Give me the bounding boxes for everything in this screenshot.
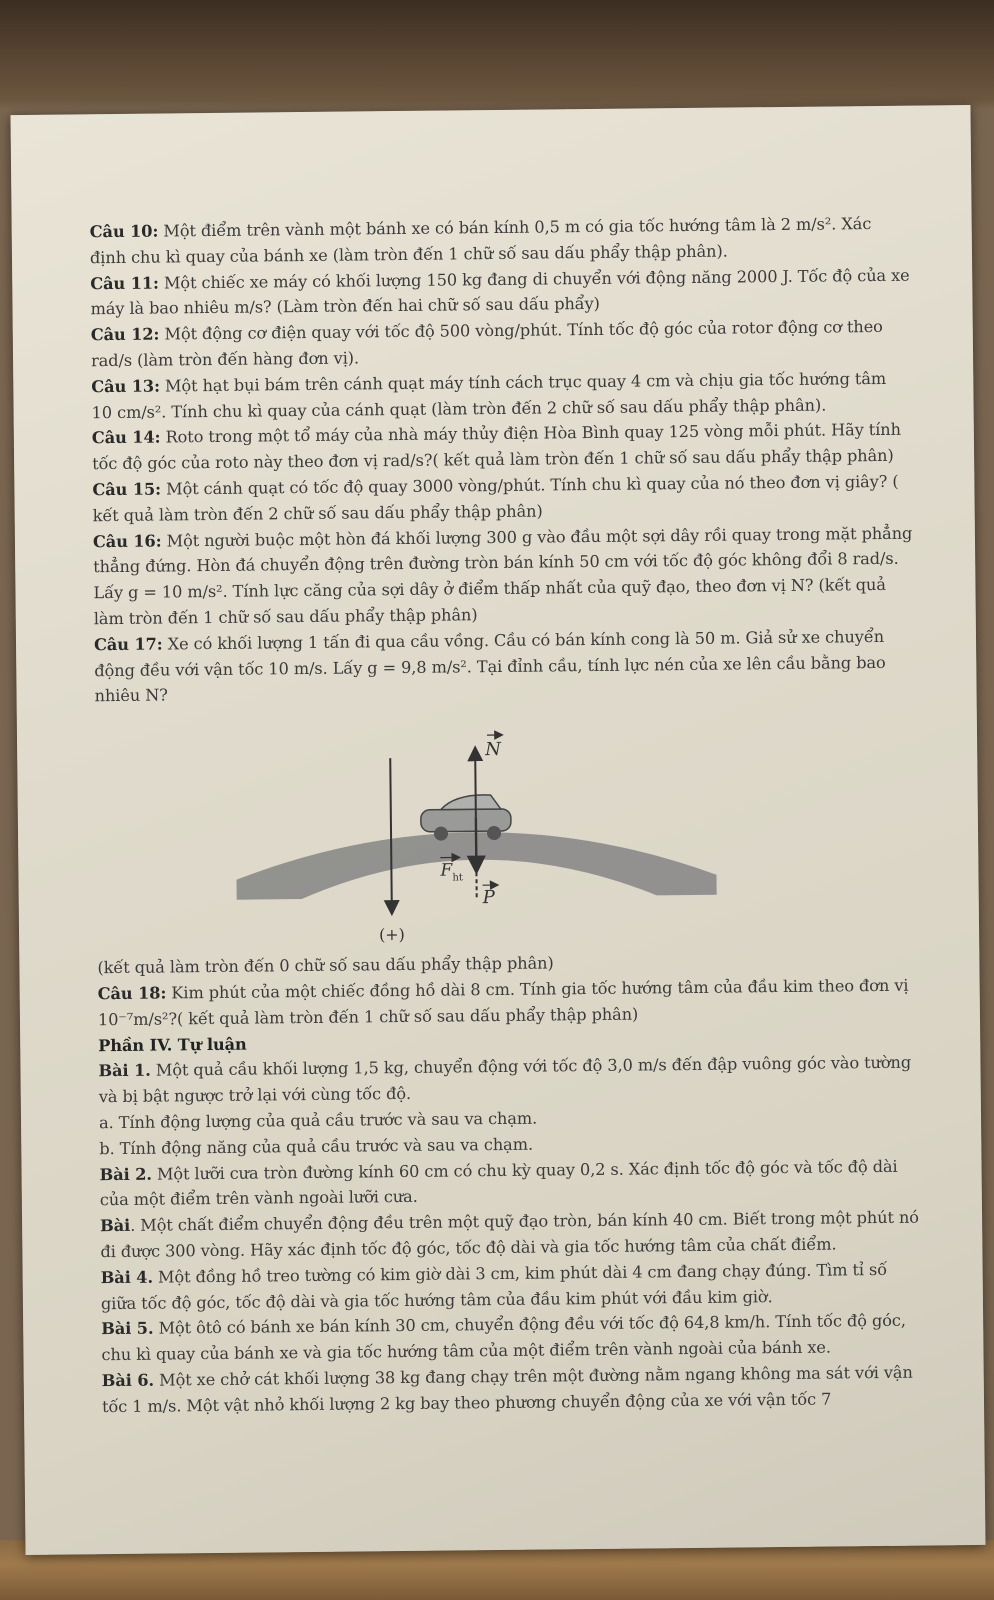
exercise-label: Bài 2. (99, 1164, 152, 1184)
centripetal-force-subscript: ht (452, 872, 463, 884)
positive-axis-arrow (390, 758, 392, 908)
exercise-label: Bài 4. (100, 1267, 154, 1287)
question-label: Câu 16: (92, 531, 162, 551)
question-18 (98, 973, 918, 1033)
question-text: Xe có khối lượng 1 tấn đi qua cầu vồng. Cầu có bán kính cong là 50 m. Giả sử xe chuyển động đều với vận tốc 10 m/s. Lấy g = 9,8 m/s². Tại đỉnh cầu, tính lực nén của xe lên cầu bằng bao nhiêu N? (94, 626, 886, 706)
exercise-text: a. Tính động lượng của quả cầu trước và sau va chạm. (98, 1108, 538, 1133)
question-11 (90, 262, 910, 322)
question-10 (90, 211, 910, 271)
question-label: Câu 13: (91, 376, 161, 397)
question-text: Một người buộc một hòn đá khối lượng 300 g vào đầu một sợi dây rồi quay trong mặt phẳng thẳng đứng. Hòn đá chuyển động trên đường tròn bán kính 50 cm với tốc độ góc không đổi 8 rad/s. Lấy g = 10 m/s². Tính lực căng của sợi dây ở điểm thấp nhất của quỹ đạo, theo đơn vị N? (kết quả làm tròn đến 1 chữ số sau dấu phẩy thập phân) (93, 523, 913, 629)
weight-label: P (482, 887, 495, 909)
exercise-text: Một quả cầu khối lượng 1,5 kg, chuyển động với tốc độ 3,0 m/s đến đập vuông góc vào tường và bị bật ngược trở lại với cùng tốc độ. (98, 1053, 912, 1107)
question-12 (91, 314, 911, 374)
exercise-text: Một lưỡi cưa tròn đường kính 60 cm có chu kỳ quay 0,2 s. Xác định tốc độ góc và tốc độ dài của một điểm trên vành ngoài lưỡi cưa. (99, 1156, 898, 1210)
question-label: Câu 17: (93, 634, 163, 654)
exercise-text: . Một chất điểm chuyển động đều trên một quỹ đạo tròn, bán kính 40 cm. Biết trong một phút nó đi được 300 vòng. Hãy xác định tốc độ góc, tốc độ dài và gia tốc hướng tâm của chất điểm. (100, 1207, 919, 1262)
bridge-figure (95, 713, 917, 952)
question-text: Một động cơ điện quay với tốc độ 500 vòng/phút. Tính tốc độ góc của rotor động cơ theo rad/s (làm tròn đến hàng đơn vị). (90, 317, 883, 371)
question-label: Câu 14: (91, 427, 161, 448)
exercise-label: Bài 5. (101, 1318, 154, 1339)
question-16 (93, 520, 914, 632)
exercise-5 (101, 1308, 921, 1368)
question-label: Câu 18: (97, 983, 167, 1004)
centripetal-force-vector (476, 817, 477, 865)
exercise-label: Bài 1. (98, 1060, 151, 1081)
axis-label: (+) (378, 925, 405, 945)
exercise-4 (101, 1256, 921, 1316)
exercise-6 (102, 1359, 922, 1419)
question-label: Câu 11: (90, 273, 159, 293)
question-text: Một chiếc xe máy có khối lượng 150 kg đang di chuyển với động năng 2000 J. Tốc độ của xe máy là bao nhiêu m/s? (Làm tròn đến hai chữ số sau dấu phẩy) (90, 265, 910, 319)
normal-force-vector (475, 753, 476, 817)
section-heading: Phần IV. Tự luận (98, 1034, 247, 1055)
question-text: Kim phút của một chiếc đồng hồ dài 8 cm. Tính gia tốc hướng tâm của đầu kim theo đơn vị 10⁻⁷m/s²?( kết quả làm tròn đến 1 chữ số sau dấu phẩy thập phân) (97, 975, 909, 1029)
question-label: Câu 12: (90, 324, 160, 345)
question-17 (94, 623, 915, 709)
question-13 (91, 365, 911, 425)
exercise-1 (98, 1050, 918, 1110)
exercise-text: Một xe chở cát khối lượng 38 kg đang chạy trên một đường nằm ngang không ma sát với vận tốc 1 m/s. Một vật nhỏ khối lượng 2 kg bay theo phương chuyển động của xe với vận tốc 7 (101, 1362, 913, 1416)
question-text: Roto trong một tổ máy của nhà máy thủy điện Hòa Bình quay 125 vòng mỗi phút. Hãy tính tốc độ góc của roto này theo đơn vị rad/s?( kết quả làm tròn đến 1 chữ số sau dấu phẩy thập phân) (92, 420, 901, 474)
question-text: Một điểm trên vành một bánh xe có bán kính 0,5 m có gia tốc hướng tâm là 2 m/s². Xác định chu kì quay của bánh xe (làm tròn đến 1 chữ số sau dấu phẩy thập phân). (89, 214, 872, 268)
normal-force-label: N (485, 739, 501, 761)
exercise-label: Bài 6. (101, 1370, 155, 1391)
question-14 (92, 417, 912, 477)
rounding-note: (kết quả làm tròn đến 0 chữ số sau dấu phẩy thập phân) (97, 953, 554, 978)
question-label: Câu 10: (89, 221, 159, 242)
centripetal-force-label: F (440, 860, 453, 881)
paper-sheet (10, 105, 985, 1555)
exercise-text: Một đồng hồ treo tường có kim giờ dài 3 cm, kim phút dài 4 cm đang chạy đúng. Tìm tỉ số giữa tốc độ góc, tốc độ dài và gia tốc hướng tâm của đầu kim phút với đầu kim giờ. (100, 1259, 888, 1313)
question-text: Một cánh quạt có tốc độ quay 3000 vòng/phút. Tính chu kì quay của nó theo đơn vị giây? ( kết quả làm tròn đến 2 chữ số sau dấu phẩy thập phân) (92, 471, 899, 525)
page-content (90, 211, 923, 1420)
exercise-2 (99, 1153, 919, 1213)
bridge-diagram (95, 713, 917, 952)
question-label: Câu 15: (92, 479, 162, 500)
exercise-text: Một ôtô có bánh xe bán kính 30 cm, chuyển động đều với tốc độ 64,8 km/h. Tính tốc độ góc, chu kì quay của bánh xe và gia tốc hướng tâm của một điểm trên vành ngoài của bánh xe. (101, 1311, 906, 1365)
question-15 (92, 469, 912, 529)
exercise-3 (100, 1205, 920, 1265)
exercise-label: Bài (100, 1215, 131, 1236)
exercise-text: b. Tính động năng của quả cầu trước và sau va chạm. (99, 1134, 534, 1158)
question-text: Một hạt bụi bám trên cánh quạt máy tính cách trục quay 4 cm và chịu gia tốc hướng tâm 10 cm/s². Tính chu kì quay của cánh quạt (làm tròn đến 2 chữ số sau dấu phẩy thập phân). (91, 368, 887, 422)
